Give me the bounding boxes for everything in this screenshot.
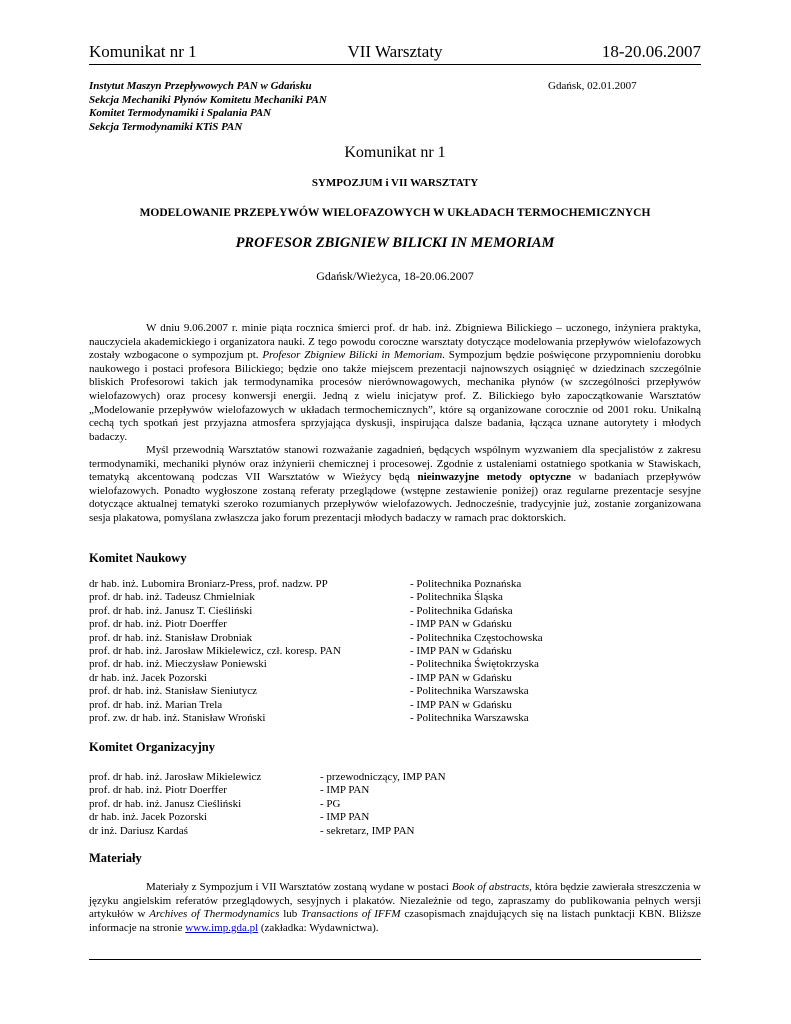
theme-paragraph (89, 444, 701, 526)
member-name: dr hab. inż. Lubomira Broniarz-Press, prof. nadzw. PP (89, 578, 328, 590)
place-date: Gdańsk, 02.01.2007 (548, 80, 637, 92)
theme-text-c: w badaniach przepływów wielofazowych. Ponadto wygłoszone zostaną referaty przeglądowe (wstępne zestawienie poniżej) oraz regularne prezentacje sesyjne dotyczące aktualnej tematyki szeroko rozumianych przepływów wielofazowych. Jednocześnie, tradycyjnie już, zostanie zorganizowana sesja plakatowa, pomyślana zwłaszcza jako forum prezentacji młodych badaczy w ramach prac doktorskich. (89, 471, 701, 524)
header-center: VII Warsztaty (347, 42, 443, 61)
topic-title: MODELOWANIE PRZEPŁYWÓW WIELOFAZOWYCH W UKŁADACH TERMOCHEMICZNYCH (139, 207, 651, 219)
theme-text-a: Myśl przewodnią Warsztatów stanowi rozważanie zagadnień, będących wspólnym wyzwaniem dla specjalistów z zakresu termodynamiki, mechaniki płynów oraz inżynierii chemicznej i procesowej. Zgodnie z ustaleniami ostatniego spotkania w Stawiskach, tematyką akcentowaną podczas VII Warsztatów w Wieżycy będą (89, 444, 701, 484)
header-divider (89, 64, 701, 65)
member-affiliation: - Politechnika Śląska (410, 591, 503, 604)
materials-paragraph (89, 881, 701, 935)
intro-symposium-name: Profesor Zbigniew Bilicki in Memoriam (262, 349, 443, 362)
committee-member (89, 771, 701, 784)
member-name: prof. zw. dr hab. inż. Stanisław Wroński (89, 711, 266, 724)
member-name: prof. dr hab. inż. Piotr Doerffer (89, 784, 227, 797)
member-name: dr hab. inż. Jacek Pozorski (89, 671, 207, 684)
member-affiliation: - sekretarz, IMP PAN (320, 824, 415, 837)
member-affiliation: - Politechnika Warszawska (410, 685, 529, 698)
committee-member (89, 825, 701, 838)
committee-member (89, 784, 701, 797)
materials-text-h: (zakładka: Wydawnictwa). (258, 921, 379, 934)
header-right: 18-20.06.2007 (601, 42, 701, 61)
intro-text-a: W dniu 9.06.2007 r. minie piąta rocznica śmierci prof. dr hab. inż. Zbigniewa Bilickiego – uczonego, inżyniera praktyka, nauczyciela akademickiego i organizatora nauki. Z tego powodu coroczne warsztaty dotyczące modelowania przepływów wielofazowych zostały wzbogacone o sympozjum pt. (89, 322, 701, 362)
materials-text-c: , która będzie zawierała streszczenia w języku angielskim referatów przeglądowych, sesyjnych i plakatów. Niezależnie od tego, zapraszamy do publikowania pełnych wersji artykułów w (89, 881, 701, 921)
scientific-committee-list (89, 578, 701, 725)
member-affiliation: - Politechnika Warszawska (410, 711, 529, 724)
committee-member (89, 712, 701, 725)
member-affiliation: - IMP PAN w Gdańsku (410, 618, 512, 631)
member-name: dr hab. inż. Jacek Pozorski (89, 811, 207, 824)
committee-member (89, 618, 701, 631)
organizing-committee-list (89, 771, 701, 838)
materials-text-g: czasopismach znajdujących się na listach punktacji KBN. Bliższe informacje na stronie (89, 908, 702, 934)
committee-member (89, 632, 701, 645)
member-name: prof. dr hab. inż. Janusz T. Cieśliński (89, 604, 253, 617)
member-affiliation: - Politechnika Gdańska (410, 604, 513, 617)
committee-member (89, 699, 701, 712)
committee-member (89, 798, 701, 811)
member-affiliation: - Politechnika Częstochowska (410, 631, 543, 644)
member-affiliation: - przewodniczący, IMP PAN (320, 771, 446, 783)
member-name: prof. dr hab. inż. Janusz Cieśliński (89, 797, 242, 810)
header-left: Komunikat nr 1 (89, 42, 197, 61)
scientific-committee-heading: Komitet Naukowy (89, 551, 187, 565)
komunikat-title: Komunikat nr 1 (344, 144, 446, 161)
institution-line: Instytut Maszyn Przepływowych PAN w Gdańsku (89, 80, 312, 92)
member-name: prof. dr hab. inż. Stanisław Drobniak (89, 631, 253, 644)
memoriam-title: PROFESOR ZBIGNIEW BILICKI IN MEMORIAM (235, 235, 555, 251)
member-affiliation: - IMP PAN w Gdańsku (410, 644, 512, 657)
committee-member (89, 811, 701, 824)
book-of-abstracts: Book of abstracts (451, 881, 530, 893)
symposium-title: SYMPOZJUM i VII WARSZTATY (311, 177, 479, 189)
member-name: prof. dr hab. inż. Piotr Doerffer (89, 618, 227, 631)
page-header (89, 42, 701, 64)
member-name: prof. dr hab. inż. Jarosław Mikielewicz, czł. koresp. PAN (89, 644, 341, 657)
member-affiliation: - IMP PAN (320, 784, 370, 797)
journal-archives: Archives of Thermodynamics (149, 908, 280, 921)
location-date: Gdańsk/Wieżyca, 18-20.06.2007 (316, 269, 474, 283)
member-affiliation: - IMP PAN (320, 811, 370, 824)
member-affiliation: - PG (320, 797, 341, 810)
member-name: dr inż. Dariusz Kardaś (89, 824, 188, 837)
committee-member (89, 658, 701, 671)
member-name: prof. dr hab. inż. Marian Trela (89, 698, 223, 711)
member-affiliation: - IMP PAN w Gdańsku (410, 698, 512, 711)
intro-text-c: . Sympozjum będzie poświęcone przypomnieniu dorobku naukowego i postaci profesora Bilickiego; będzie ono także miejscem prezentacji najnowszych osiągnięć w dziedzinach szczególnie bliskich Profesorowi takich jak termodynamika procesów nierównowagowych, mechanika płynów (w szczególności przepływów wielofazowych) oraz procesy konwersji energii. Jedną z wielu inicjatyw prof. Z. Bilickiego było zapoczątkowanie Warsztatów „Modelowanie przepływów wielofazowych w układach termochemicznych”, które są organizowane corocznie od 2001 roku. Unikalną cechą tych spotkań jest przyjazna atmosfera sprzyjająca dyskusji, inspirująca dalsze badania, łącząca uznane autorytety i młodych badaczy. (89, 349, 701, 443)
committee-member (89, 578, 701, 591)
intro-paragraph (89, 322, 701, 444)
footer-divider (89, 959, 701, 960)
committee-member (89, 591, 701, 604)
member-name: prof. dr hab. inż. Mieczysław Poniewski (89, 658, 267, 671)
website-link[interactable]: www.imp.gda.pl (185, 921, 259, 934)
member-name: prof. dr hab. inż. Stanisław Sieniutycz (89, 685, 258, 698)
member-name: prof. dr hab. inż. Tadeusz Chmielniak (89, 591, 255, 604)
materials-text-e: lub (279, 908, 302, 921)
member-affiliation: - Politechnika Świętokrzyska (410, 658, 539, 671)
committee-member (89, 672, 701, 685)
committee-member (89, 645, 701, 658)
member-affiliation: - IMP PAN w Gdańsku (410, 671, 512, 684)
member-name: prof. dr hab. inż. Jarosław Mikielewicz (89, 771, 262, 783)
materials-heading: Materiały (89, 851, 142, 865)
institutions-block (89, 80, 701, 134)
institution-line: Sekcja Termodynamiki KTiS PAN (89, 120, 243, 133)
materials-text-a: Materiały z Sympozjum i VII Warsztatów zostaną wydane w postaci (146, 881, 452, 893)
organizing-committee-heading: Komitet Organizacyjny (89, 740, 216, 754)
institution-line: Komitet Termodynamiki i Spalania PAN (89, 107, 272, 119)
member-affiliation: - Politechnika Poznańska (410, 578, 522, 590)
journal-transactions: Transactions of IFFM (301, 908, 401, 921)
theme-highlight: nieinwazyjne metody optyczne (417, 471, 571, 484)
committee-member (89, 605, 701, 618)
institution-line: Sekcja Mechaniki Płynów Komitetu Mechaniki PAN (89, 93, 327, 106)
committee-member (89, 685, 701, 698)
